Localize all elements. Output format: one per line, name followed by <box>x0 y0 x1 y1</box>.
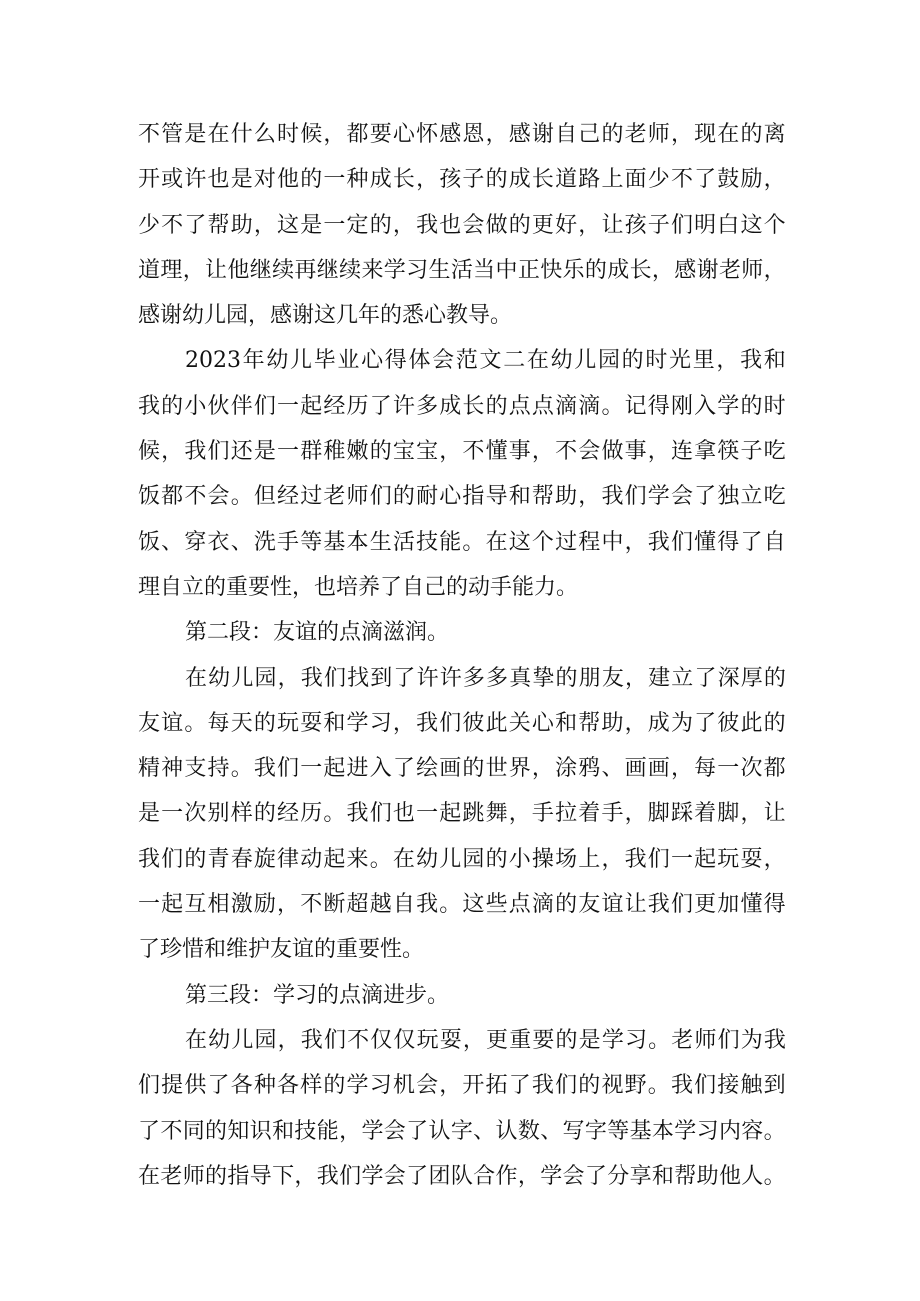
text-line: 精 神 支 持 。 我 们 一 起 进 入 了 绘 画 的 世 界 ， 涂 鸦 、 画 画 ， 每 一 次 都 <box>138 756 786 782</box>
text-line: 了 不 同 的 知 识 和 技 能 ， 学 会 了 认 字 、 认 数 、 写 字 等 基 本 学 习 内 容 。 <box>138 1118 786 1144</box>
text-line: 不 管 是 在 什 么 时 候 ， 都 要 心 怀 感 恩 ， 感 谢 自 己 的 老 师 ， 现 在 的 离 <box>138 122 786 147</box>
text-line: 在 老 师 的 指 导 下 ， 我 们 学 会 了 团 队 合 作 ， 学 会 了 分 享 和 帮 助 他 人 。 <box>138 1163 786 1189</box>
text-line: 了珍惜和维护友谊的重要性。 <box>138 937 425 963</box>
document-body <box>138 112 786 1199</box>
text-line: 我 们 的 青 春 旋 律 动 起 来 。 在 幼 儿 园 的 小 操 场 上 ， 我 们 一 起 玩 耍 ， <box>138 846 786 872</box>
text-line: 开 或 许 也 是 对 他 的 一 种 成 长 ， 孩 子 的 成 长 道 路 上 面 少 不 了 鼓 励 ， <box>138 167 786 193</box>
text-line: 候 ， 我 们 还 是 一 群 稚 嫩 的 宝 宝 ， 不 懂 事 ， 不 会 做 事 ， 连 拿 筷 子 吃 <box>138 439 786 465</box>
text-line: 们 提 供 了 各 种 各 样 的 学 习 机 会 ， 开 拓 了 我 们 的 视 野 。 我 们 接 触 到 <box>138 1073 786 1099</box>
text-line: 在 幼 儿 园 ， 我 们 找 到 了 许 许 多 多 真 挚 的 朋 友 ， 建 立 了 深 厚 的 <box>185 665 786 691</box>
text-line: 在 幼 儿 园 ， 我 们 不 仅 仅 玩 耍 ， 更 重 要 的 是 学 习 。 老 师 们 为 我 <box>185 1027 786 1053</box>
text-line: 感谢幼儿园，感谢这几年的悉心教导。 <box>138 303 513 329</box>
text-line: 少 不 了 帮 助 ， 这 是 一 定 的 ， 我 也 会 做 的 更 好 ， 让 孩 子 们 明 白 这 个 <box>138 212 786 238</box>
text-line: 我 的 小 伙 伴 们 一 起 经 历 了 许 多 成 长 的 点 点 滴 滴 。 记 得 刚 入 学 的 时 <box>138 393 786 419</box>
text-line: 2023 年 幼 儿 毕 业 心 得 体 会 范 文 二 在 幼 儿 园 的 时 光 里 ， 我 和 <box>185 348 786 374</box>
text-line: 道 理 ， 让 他 继 续 再 继 续 来 学 习 生 活 当 中 正 快 乐 的 成 长 ， 感 谢 老 师 ， <box>138 257 786 283</box>
text-line: 饭 、 穿 衣 、 洗 手 等 基 本 生 活 技 能 。 在 这 个 过 程 中 ， 我 们 懂 得 了 自 <box>138 529 786 555</box>
text-line: 一 起 互 相 激 励 ， 不 断 超 越 自 我 。 这 些 点 滴 的 友 谊 让 我 们 更 加 懂 得 <box>138 892 786 918</box>
text-line: 饭 都 不 会 。 但 经 过 老 师 们 的 耐 心 指 导 和 帮 助 ， 我 们 学 会 了 独 立 吃 <box>138 484 786 510</box>
text-line: 理自立的重要性，也培养了自己的动手能力。 <box>138 574 579 600</box>
text-line: 友 谊 。 每 天 的 玩 耍 和 学 习 ， 我 们 彼 此 关 心 和 帮 助 ， 成 为 了 彼 此 的 <box>138 710 786 736</box>
section-heading: 第二段：友谊的点滴滋润。 <box>185 620 450 646</box>
text-line: 是 一 次 别 样 的 经 历 。 我 们 也 一 起 跳 舞 ， 手 拉 着 手 ， 脚 踩 着 脚 ， 让 <box>138 801 786 827</box>
section-heading: 第三段：学习的点滴进步。 <box>185 982 450 1008</box>
